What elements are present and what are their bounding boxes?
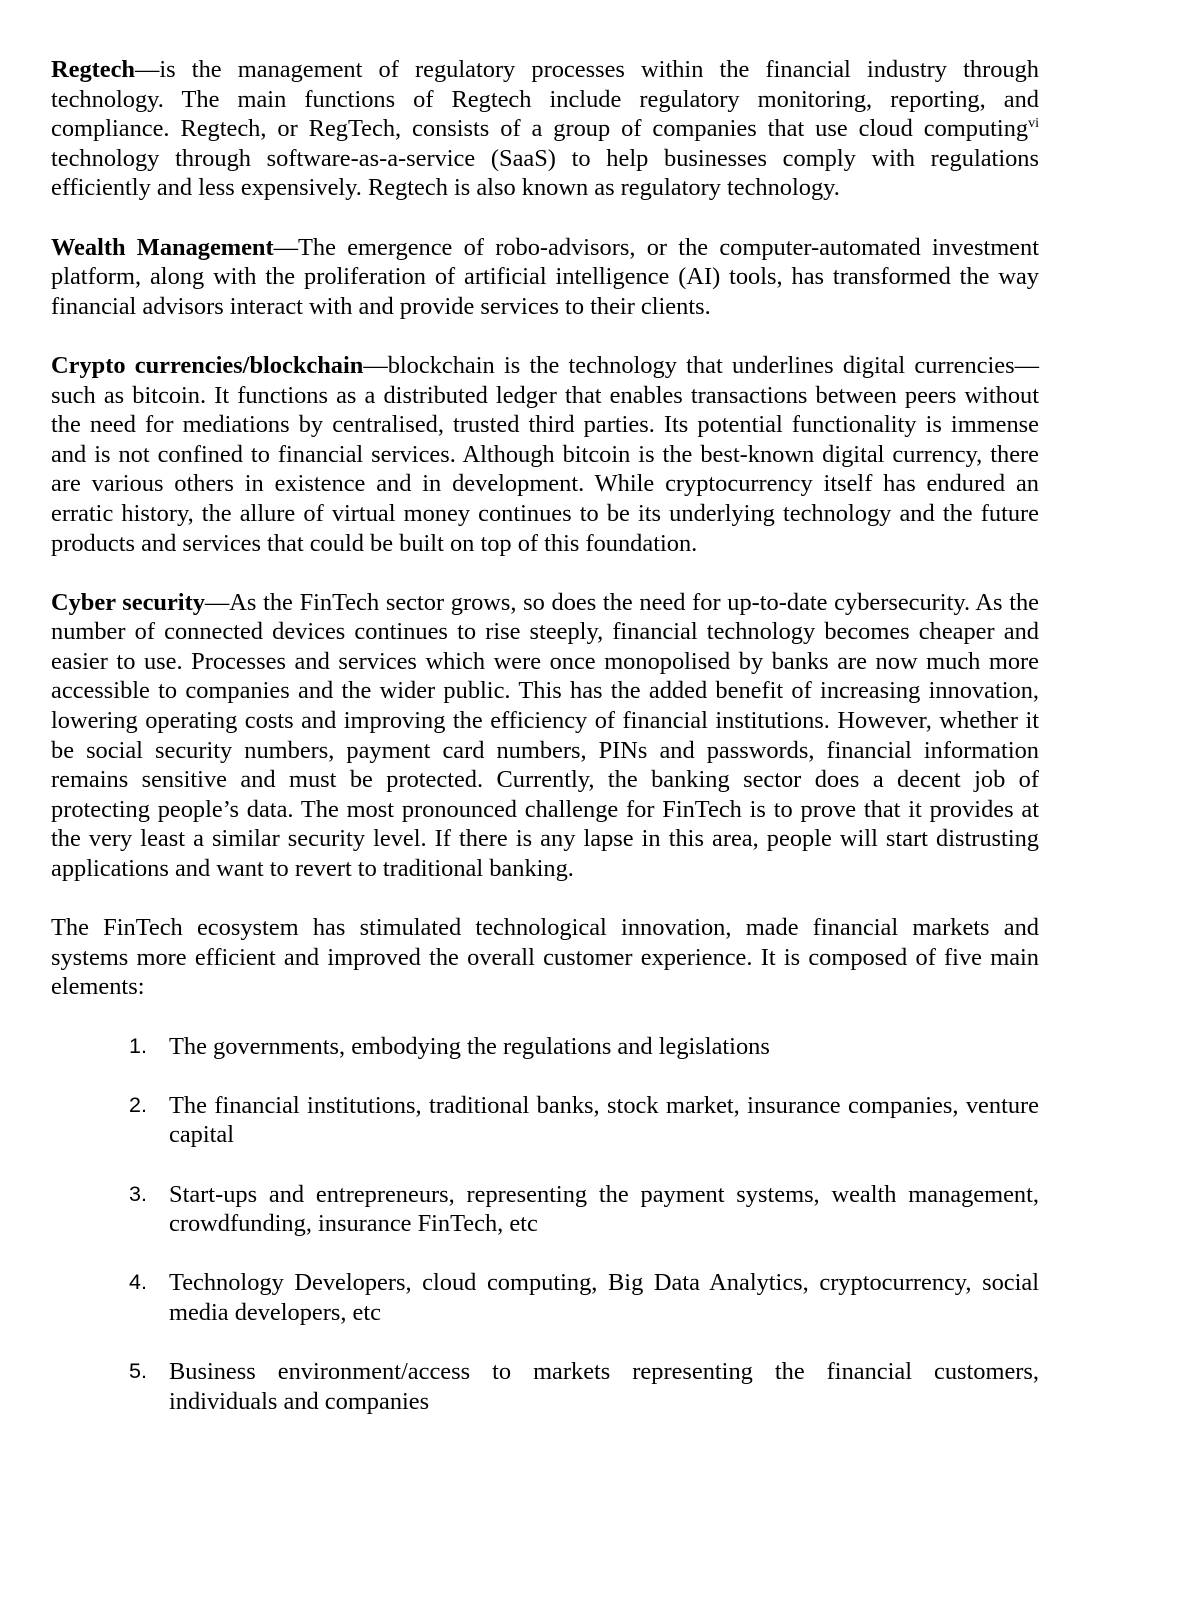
list-number: 5. (129, 1359, 147, 1384)
list-number: 3. (129, 1181, 147, 1206)
cyber-security-body: —As the FinTech sector grows, so does the need for up-to-date cybersecurity. As the number of connected devices continues to rise steeply, financial technology becomes cheaper and easier to use. Processes and services which were once monopolised by banks are now much more accessible to companies and the wider public. This has the added benefit of increasing innovation, lowering operating costs and improving the efficiency of financial institutions. However, whether it be social security numbers, payment card numbers, PINs and passwords, financial information remains sensitive and must be protected. Currently, the banking sector does a decent job of protecting people’s data. The most pronounced challenge for FinTech is to prove that it provides at the very least a similar security level. If there is any lapse in this area, people will start distrusting applications and want to revert to traditional banking. (51, 588, 1039, 883)
list-item (51, 1032, 1039, 1062)
regtech-body-continued: technology through software-as-a-service (SaaS) to help businesses comply with regulations efficiently and less expensively. Regtech is also known as regulatory technology. (51, 144, 1039, 202)
wealth-management-paragraph (51, 233, 1039, 322)
wealth-management-term: Wealth Management (51, 233, 274, 261)
list-text: Technology Developers, cloud computing, Big Data Analytics, cryptocurrency, social media developers, etc (169, 1269, 1039, 1326)
list-item (51, 1180, 1039, 1239)
crypto-paragraph (51, 351, 1039, 558)
cyber-security-paragraph (51, 588, 1039, 884)
regtech-paragraph (51, 55, 1039, 203)
endnote-marker: vi (1028, 116, 1039, 132)
document-page (51, 55, 1039, 1446)
list-number: 1. (129, 1033, 147, 1058)
list-item (51, 1357, 1039, 1416)
regtech-term: Regtech (51, 56, 135, 83)
list-text: Business environment/access to markets representing the financial customers, individuals and companies (169, 1358, 1039, 1415)
list-item (51, 1268, 1039, 1327)
list-item (51, 1091, 1039, 1150)
ecosystem-intro: The FinTech ecosystem has stimulated technological innovation, made financial markets and systems more efficient and improved the overall customer experience. It is composed of five main elements: (51, 914, 1039, 1001)
list-text: Start-ups and entrepreneurs, representing the payment systems, wealth management, crowdfunding, insurance FinTech, etc (169, 1180, 1039, 1238)
list-number: 4. (129, 1270, 147, 1295)
crypto-term: Crypto currencies/blockchain (51, 351, 364, 379)
crypto-body: —blockchain is the technology that underlines digital currencies—such as bitcoin. It functions as a distributed ledger that enables transactions between peers without the need for mediations by centralised, trusted third parties. Its potential functionality is immense and is not confined to financial services. Although bitcoin is the best-known digital currency, there are various others in existence and in development. While cryptocurrency itself has endured an erratic history, the allure of virtual money continues to be its underlying technology and the future products and services that could be built on top of this foundation. (51, 351, 1039, 557)
wealth-management-body: —The emergence of robo-advisors, or the computer-automated investment platform, along with the proliferation of artificial intelligence (AI) tools, has transformed the way financial advisors interact with and provide services to their clients. (51, 233, 1039, 320)
ecosystem-elements-list (51, 1032, 1039, 1417)
list-text: The governments, embodying the regulations and legislations (169, 1032, 770, 1060)
regtech-body: —is the management of regulatory processes within the financial industry through technology. The main functions of Regtech include regulatory monitoring, reporting, and compliance. Regtech, or RegTech, consists of a group of companies that use cloud computing (51, 56, 1039, 143)
list-number: 2. (129, 1092, 147, 1117)
list-text: The financial institutions, traditional banks, stock market, insurance companies, venture capital (169, 1091, 1039, 1149)
cyber-security-term: Cyber security (51, 588, 205, 616)
